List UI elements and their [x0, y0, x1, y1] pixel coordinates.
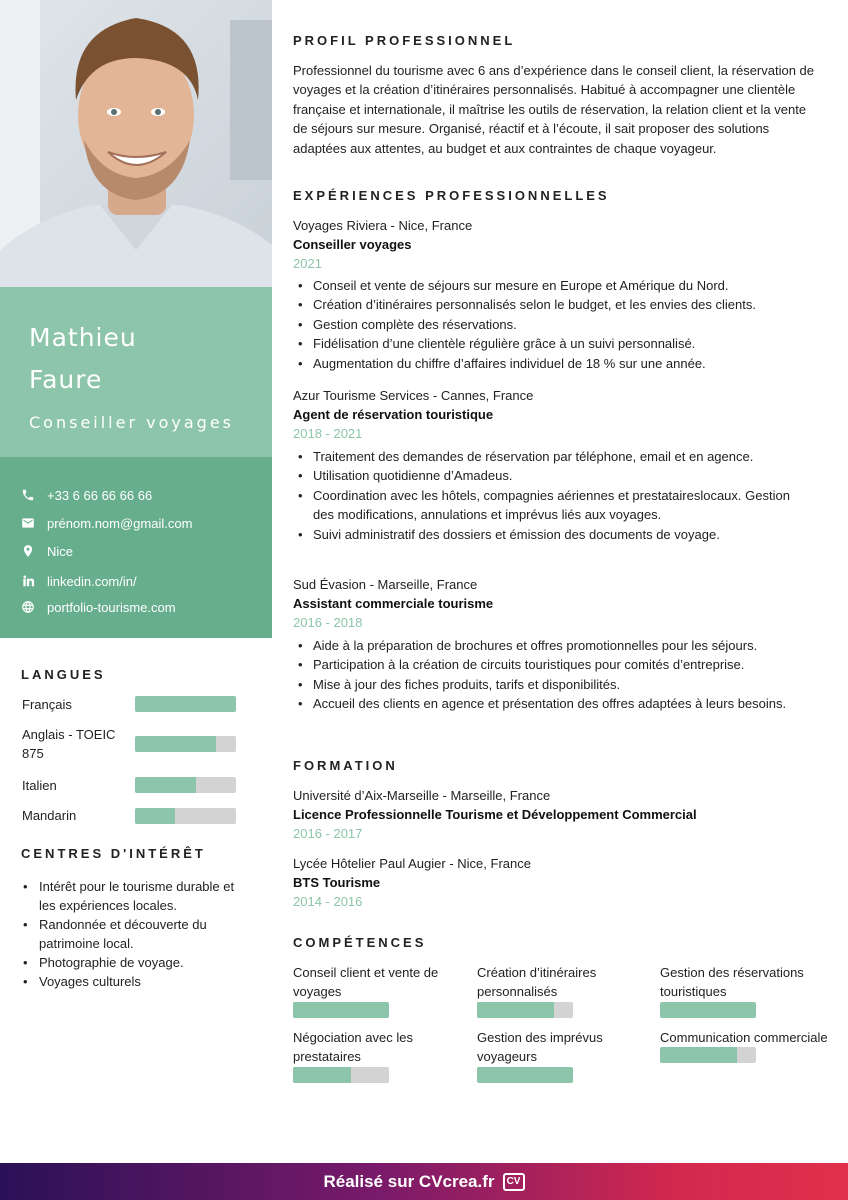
skill-level-bar — [477, 1002, 573, 1018]
experience-bullets — [293, 636, 823, 714]
experience-role: Conseiller voyages — [293, 237, 412, 252]
skill-level-fill — [293, 1002, 389, 1018]
experience-company: Azur Tourisme Services - Cannes, France — [293, 388, 534, 403]
contact-portfolio-text: portfolio-tourisme.com — [47, 599, 176, 615]
skill-item — [477, 1028, 647, 1083]
interests-list — [20, 877, 250, 991]
interest-item: • Photographie de voyage. — [20, 953, 250, 972]
experience-role: Agent de réservation touristique — [293, 407, 494, 422]
education-dates: 2014 - 2016 — [293, 894, 363, 909]
skill-level-fill — [660, 1002, 756, 1018]
skill-name: Gestion des imprévus voyageurs — [477, 1030, 603, 1065]
language-level-fill — [135, 736, 216, 752]
interest-item: • Voyages culturels — [20, 972, 250, 991]
education-degree: Licence Professionnelle Tourisme et Développement Commercial — [293, 807, 697, 822]
language-name: Italien — [22, 778, 57, 793]
contact-portfolio[interactable] — [20, 599, 176, 615]
skill-level-fill — [293, 1067, 351, 1083]
language-level-fill — [135, 808, 175, 824]
interest-item: • Randonnée et découverte du patrimoine local. — [20, 915, 250, 953]
experience-bullet: • Création d’itinéraires personnalisés selon le budget, et les envies des clients. — [293, 295, 823, 314]
last-name: Faure — [29, 365, 103, 394]
interest-item: • Intérêt pour le tourisme durable et les expériences locales. — [20, 877, 250, 915]
profile-photo — [0, 0, 272, 287]
language-level-bar — [135, 808, 236, 824]
experience-company: Sud Évasion - Marseille, France — [293, 577, 478, 592]
skill-name: Conseil client et vente de voyages — [293, 965, 439, 1000]
experience-bullets — [293, 447, 813, 544]
skill-level-bar — [660, 1002, 756, 1018]
experience-title: EXPÉRIENCES PROFESSIONNELLES — [293, 188, 610, 203]
footer-banner[interactable] — [0, 1163, 848, 1200]
education-degree: BTS Tourisme — [293, 875, 381, 890]
experience-bullet: • Coordination avec les hôtels, compagnies aériennes et prestataireslocaux. Gestion des modifications, annulations et imprévus liés aux voyages. — [293, 486, 813, 525]
footer-text: Réalisé sur CVcrea.fr — [323, 1171, 495, 1191]
experience-bullet: • Utilisation quotidienne d’Amadeus. — [293, 466, 813, 485]
language-name: Anglais - TOEIC 875 — [22, 727, 116, 761]
education-title: FORMATION — [293, 758, 398, 773]
skill-level-bar — [293, 1002, 389, 1018]
profile-text: Professionnel du tourisme avec 6 ans d’expérience dans le conseil client, la réservation de voyages et la création d’itinéraires personnalisés. Habitué à accompagner une clientèle française et internationale, il maîtrise les outils de réservation, la relation client et la vente de séjours sur mesure. Organisé, réactif et à l’écoute, il sait proposer des solutions adaptées aux attentes, au budget et aux contraintes de chaque voyageur. — [293, 63, 815, 156]
location-pin-icon — [20, 543, 36, 559]
experience-bullet: • Fidélisation d’une clientèle régulière grâce à un suivi personnalisé. — [293, 334, 823, 353]
experience-role: Assistant commerciale tourisme — [293, 596, 494, 611]
cv-logo-icon: CV — [503, 1173, 525, 1191]
skill-name: Négociation avec les prestataires — [293, 1030, 413, 1065]
interests-title: CENTRES D'INTÉRÊT — [21, 846, 206, 861]
education-school: Université d’Aix-Marseille - Marseille, France — [293, 788, 551, 803]
contact-phone[interactable] — [20, 487, 152, 503]
skill-level-fill — [660, 1047, 737, 1063]
profile-title: PROFIL PROFESSIONNEL — [293, 33, 516, 48]
contact-email-text: prénom.nom@gmail.com — [47, 515, 193, 531]
languages-title: LANGUES — [21, 667, 106, 682]
experience-bullet: • Gestion complète des réservations. — [293, 315, 823, 334]
contact-location-text: Nice — [47, 543, 74, 559]
experience-company: Voyages Riviera - Nice, France — [293, 218, 473, 233]
experience-bullet: • Mise à jour des fiches produits, tarifs et disponibilités. — [293, 675, 823, 694]
experience-bullet: • Accueil des clients en agence et présentation des offres adaptées à leurs besoins. — [293, 694, 823, 713]
experience-bullet: • Augmentation du chiffre d’affaires individuel de 18 % sur une année. — [293, 354, 823, 373]
experience-bullets — [293, 276, 823, 373]
globe-icon — [20, 599, 36, 615]
experience-dates: 2018 - 2021 — [293, 426, 363, 441]
language-level-bar — [135, 777, 236, 793]
experience-dates: 2016 - 2018 — [293, 615, 363, 630]
language-level-bar — [135, 736, 236, 752]
skill-item — [660, 1028, 830, 1063]
contact-block — [0, 457, 272, 638]
experience-bullet: • Aide à la préparation de brochures et offres promotionnelles pour les séjours. — [293, 636, 823, 655]
contact-location — [20, 543, 73, 559]
contact-email[interactable] — [20, 515, 192, 531]
language-level-fill — [135, 777, 196, 793]
skills-title: COMPÉTENCES — [293, 935, 427, 950]
linkedin-icon — [20, 573, 36, 589]
job-title: Conseiller voyages — [29, 413, 234, 432]
experience-bullet: • Traitement des demandes de réservation par téléphone, email et en agence. — [293, 447, 813, 466]
education-school: Lycée Hôtelier Paul Augier - Nice, France — [293, 856, 531, 871]
sidebar — [0, 0, 272, 1163]
skill-name: Communication commerciale — [660, 1030, 828, 1045]
first-name: Mathieu — [29, 323, 137, 352]
skill-level-fill — [477, 1002, 554, 1018]
language-name: Mandarin — [22, 808, 77, 823]
contact-linkedin-text: linkedin.com/in/ — [47, 573, 137, 589]
skill-name: Gestion des réservations touristiques — [660, 965, 804, 1000]
skill-item — [293, 1028, 463, 1083]
skill-item — [660, 963, 830, 1018]
experience-bullet: • Conseil et vente de séjours sur mesure en Europe et Amérique du Nord. — [293, 276, 823, 295]
experience-dates: 2021 — [293, 256, 322, 271]
experience-bullet: • Suivi administratif des dossiers et émission des documents de voyage. — [293, 525, 813, 544]
skill-name: Création d’itinéraires personnalisés — [477, 965, 597, 1000]
name-block — [0, 287, 272, 457]
skill-level-fill — [477, 1067, 573, 1083]
education-dates: 2016 - 2017 — [293, 826, 363, 841]
language-name: Français — [22, 697, 72, 712]
contact-linkedin[interactable] — [20, 573, 137, 589]
contact-phone-text: +33 6 66 66 66 66 — [47, 487, 153, 503]
experience-bullet: • Participation à la création de circuits touristiques pour comités d’entreprise. — [293, 655, 823, 674]
language-level-bar — [135, 696, 236, 712]
language-level-fill — [135, 696, 236, 712]
skill-level-bar — [477, 1067, 573, 1083]
skill-level-bar — [293, 1067, 389, 1083]
skill-level-bar — [660, 1047, 756, 1063]
skill-item — [477, 963, 647, 1018]
mail-icon — [20, 515, 36, 531]
skill-item — [293, 963, 463, 1018]
phone-icon — [20, 487, 36, 503]
